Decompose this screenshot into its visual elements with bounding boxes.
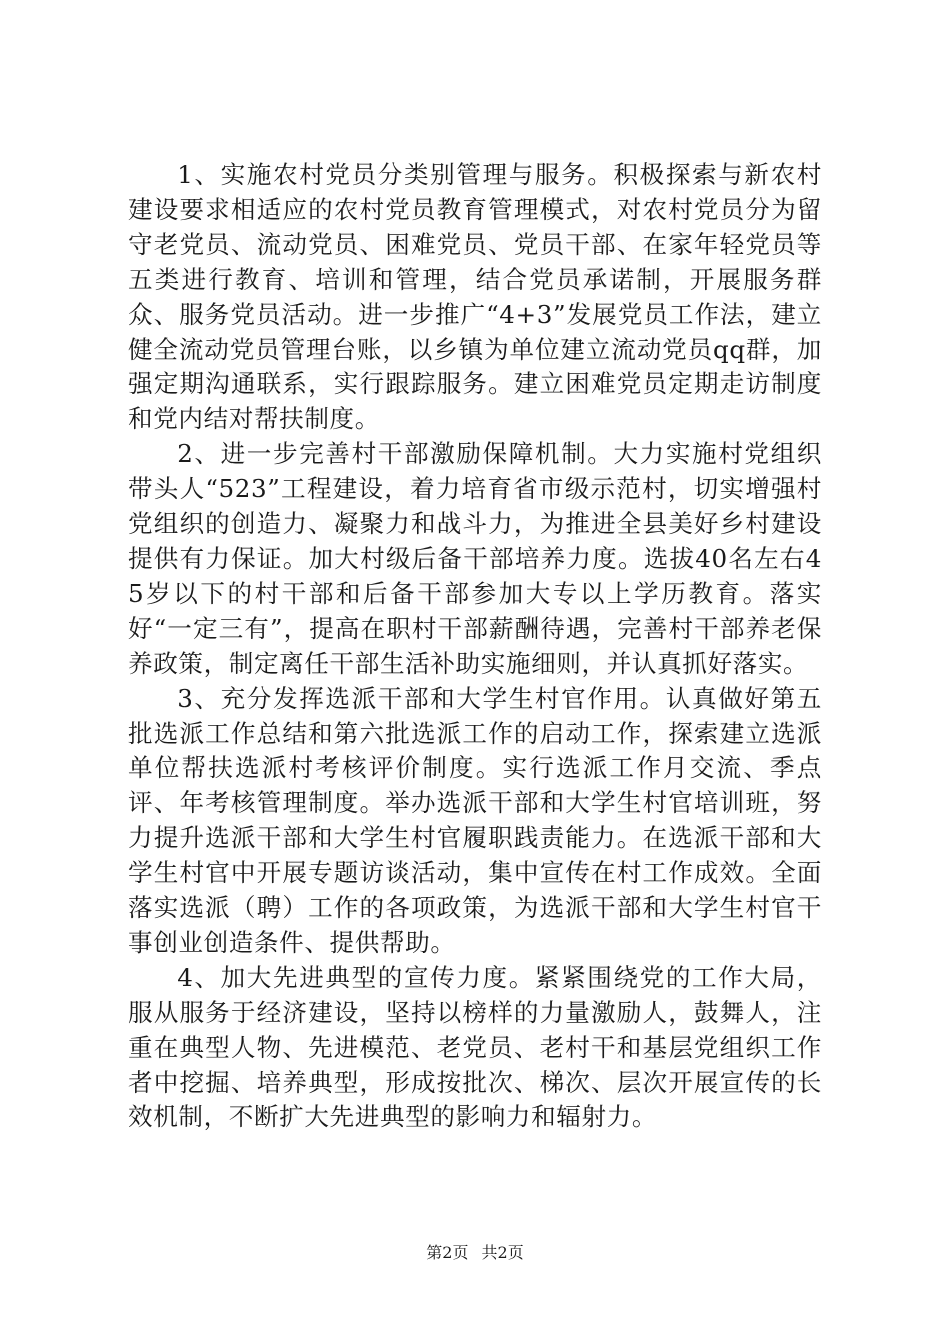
page-number-total: 共2页 — [481, 1243, 524, 1262]
paragraph-1: 1、实施农村党员分类别管理与服务。积极探索与新农村建设要求相适应的农村党员教育管理模式，对农村党员分为留守老党员、流动党员、困难党员、党员干部、在家年轻党员等五类进行教育、培训和管理，结合党员承诺制，开展服务群众、服务党员活动。进一步推广“4+3”发展党员工作法，建立健全流动党员管理台账，以乡镇为单位建立流动党员qq群，加强定期沟通联系，实行跟踪服务。建立困难党员定期走访制度和党内结对帮扶制度。 — [128, 160, 822, 434]
paragraph-2: 2、进一步完善村干部激励保障机制。大力实施村党组织带头人“523”工程建设，着力培育省市级示范村，切实增强村党组织的创造力、凝聚力和战斗力，为推进全县美好乡村建设提供有力保证。加大村级后备干部培养力度。选拔40名左右45岁以下的村干部和后备干部参加大专以上学历教育。落实好“一定三有”，提高在职村干部薪酬待遇，完善村干部养老保养政策，制定离任干部生活补助实施细则，并认真抓好落实。 — [128, 439, 822, 678]
document-body — [128, 158, 822, 1135]
paragraph-4: 4、加大先进典型的宣传力度。紧紧围绕党的工作大局，服从服务于经济建设，坚持以榜样的力量激励人，鼓舞人，注重在典型人物、先进模范、老党员、老村干和基层党组织工作者中挖掘、培养典型，形成按批次、梯次、层次开展宣传的长效机制，不断扩大先进典型的影响力和辐射力。 — [128, 962, 822, 1132]
paragraph-3: 3、充分发挥选派干部和大学生村官作用。认真做好第五批选派工作总结和第六批选派工作的启动工作，探索建立选派单位帮扶选派村考核评价制度。实行选派工作月交流、季点评、年考核管理制度。举办选派干部和大学生村官培训班，努力提升选派干部和大学生村官履职践责能力。在选派干部和大学生村官中开展专题访谈活动，集中宣传在村工作成效。全面落实选派（聘）工作的各项政策，为选派干部和大学生村官干事创业创造条件、提供帮助。 — [128, 683, 822, 957]
page-footer — [0, 1243, 950, 1263]
page-number-current: 第2页 — [426, 1243, 469, 1262]
